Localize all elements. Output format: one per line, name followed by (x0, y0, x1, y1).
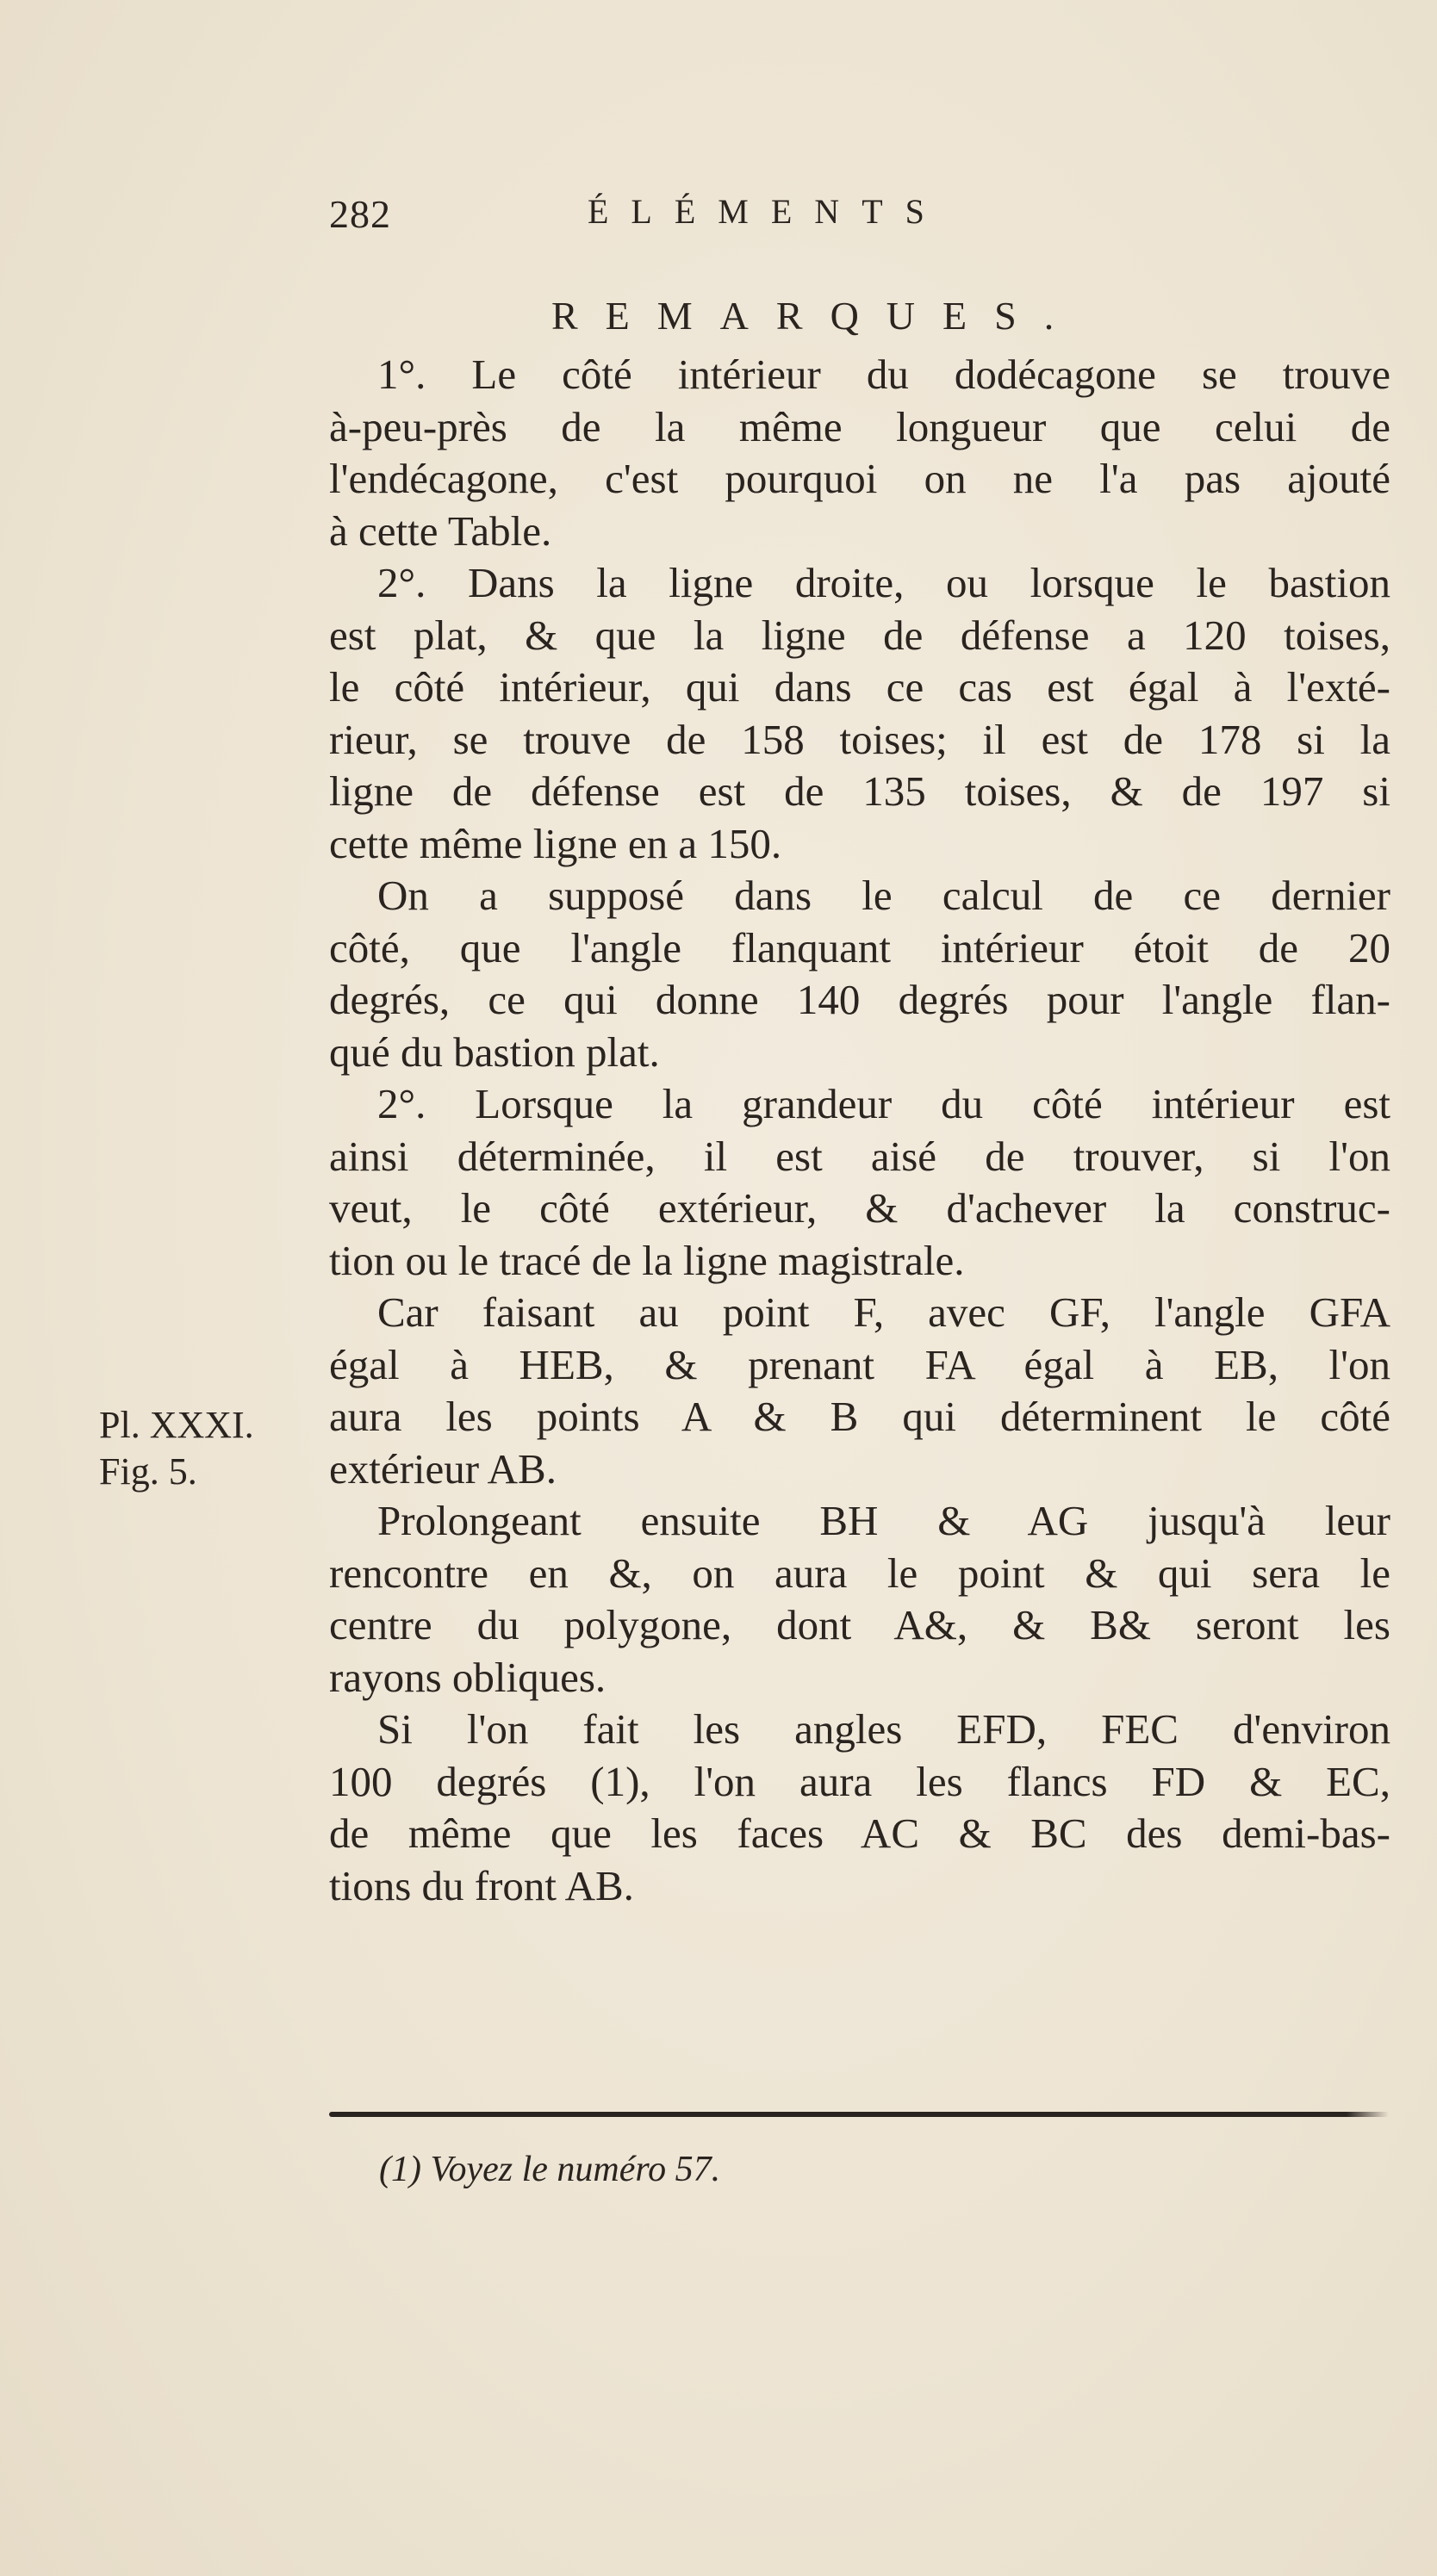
page-number: 282 (329, 192, 391, 236)
text-line: 2°. Dans la ligne droite, ou lorsque le bastion (377, 559, 1390, 606)
text-line: Prolongeant ensuite BH & AG jusqu'à leur (377, 1497, 1390, 1544)
paragraph-remark-3 (329, 1078, 1390, 1287)
paragraph-prolongation (329, 1495, 1390, 1704)
section-title: REMARQUES. (551, 294, 1082, 338)
text-line: rieur, se trouve de 158 toises; il est de 178 si la (329, 715, 1390, 763)
text-line: à cette Table. (329, 506, 552, 555)
margin-note-figure: Fig. 5. (99, 1450, 197, 1493)
text-line: le côté intérieur, qui dans ce cas est égal à l'exté- (329, 663, 1390, 711)
footnote-rule (329, 2112, 1389, 2117)
paragraph-remark-1 (329, 349, 1390, 557)
text-line: rayons obliques. (329, 1653, 607, 1701)
text-line: l'endécagone, c'est pourquoi on ne l'a pas ajouté (329, 455, 1390, 502)
text-line: 2°. Lorsque la grandeur du côté intérieur est (377, 1080, 1390, 1127)
text-line: degrés, ce qui donne 140 degrés pour l'angle flan- (329, 976, 1390, 1023)
paragraph-assumption (329, 870, 1390, 1078)
text-line: 100 degrés (1), l'on aura les flancs FD & EC, (329, 1757, 1390, 1805)
running-head: ÉLÉMENTS (588, 192, 947, 231)
paragraph-remark-2 (329, 557, 1390, 870)
text-line: tions du front AB. (329, 1861, 634, 1909)
text-line: 1°. Le côté intérieur du dodécagone se trouve (377, 351, 1390, 398)
text-line: tion ou le tracé de la ligne magistrale. (329, 1236, 965, 1284)
text-line: égal à HEB, & prenant FA égal à EB, l'on (329, 1340, 1390, 1388)
margin-note-plate: Pl. XXXI. (99, 1404, 254, 1446)
text-line: cette même ligne en a 150. (329, 819, 782, 867)
text-line: aura les points A & B qui déterminent le côté (329, 1393, 1390, 1440)
paragraph-angles (329, 1704, 1390, 1912)
text-line: rencontre en &, on aura le point & qui sera le (329, 1549, 1390, 1597)
text-line: à-peu-près de la même longueur que celui de (329, 402, 1390, 450)
footnote: (1) Voyez le numéro 57. (379, 2150, 721, 2189)
text-line: Si l'on fait les angles EFD, FEC d'environ (377, 1705, 1390, 1753)
text-line: centre du polygone, dont A&, & B& seront les (329, 1601, 1390, 1648)
text-line: de même que les faces AC & BC des demi-bas- (329, 1809, 1390, 1857)
page-header (329, 191, 1087, 251)
text-line: ainsi déterminée, il est aisé de trouver, si l'on (329, 1132, 1390, 1180)
text-line: veut, le côté extérieur, & d'achever la construc- (329, 1184, 1390, 1232)
text-line: qué du bastion plat. (329, 1027, 660, 1076)
text-line: ligne de défense est de 135 toises, & de 197 si (329, 767, 1390, 815)
text-line: extérieur AB. (329, 1444, 557, 1493)
text-line: côté, que l'angle flanquant intérieur étoit de 20 (329, 923, 1390, 971)
paragraph-construction (329, 1287, 1390, 1495)
text-line: On a supposé dans le calcul de ce dernier (377, 872, 1390, 919)
text-line: Car faisant au point F, avec GF, l'angle GFA (377, 1288, 1390, 1336)
text-line: est plat, & que la ligne de défense a 120 toises, (329, 611, 1390, 659)
body-text (329, 349, 1390, 1912)
